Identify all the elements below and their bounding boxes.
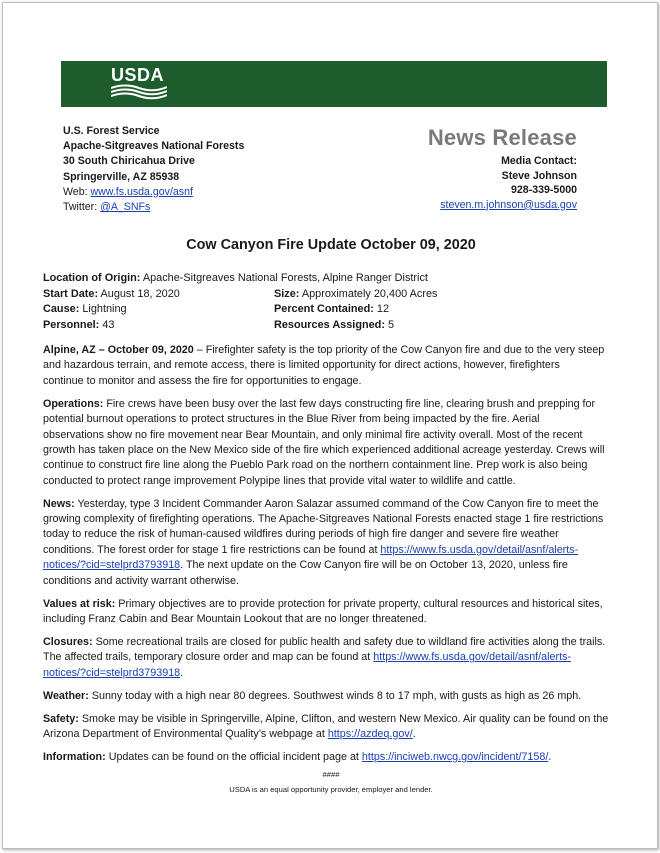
closure-order-link[interactable]: https://www.fs.usda.gov/detail/asnf/alerts- [373, 651, 572, 664]
web-link[interactable]: www.fs.usda.gov/asnf [90, 185, 193, 198]
web-line: Web: www.fs.usda.gov/asnf [63, 185, 193, 198]
contact-email-link[interactable]: steven.m.johnson@usda.gov [440, 198, 577, 211]
info-row-cause: Cause: Lightning Percent Contained: 12 [43, 303, 389, 315]
usda-logo [111, 66, 167, 102]
paragraph-news: News: Yesterday, type 3 Incident Commander Aaron Salazar assumed command of the Cow Canyon fire to meet the growing complexity of firefighting operations. The Apache-Sitgreaves National Forests enacted stage 1 fire restrictions today to reduce the risk of human-caused wildfires during periods of high fire danger and severe fire weather conditions. The forest order for stage 1 fire restrictions can be found at https://www.fs.usda.gov/detail/asnf/alerts- notices/?cid=stelprd3793918. The next update on the Cow Canyon fire will be on October 13, 2020, unless fire conditions and activity warrant otherwise. [43, 497, 604, 587]
paragraph-operations: Operations: Fire crews have been busy over the last few days constructing fire line, clearing brush and prepping for potential burnout operations to protect structures in the Blue River from being impacted by the fire. Aerial observations show no fire movement near Bear Mountain, and only minimal fire activity overall. Most of the recent growth has taken place on the New Mexico side of the fire which experienced additional acreage yesterday. Crews will continue to construct fire line along the Pueblo Park road on the northern containment line. Prep work is also being conducted to protect range improvement Polypipe lines that provide vital water to wildlife and cattle. [43, 397, 605, 487]
paragraph-weather: Weather: Sunny today with a high near 80 degrees. Southwest winds 8 to 17 mph, with gusts as high as 26 mph. [43, 689, 582, 702]
contact-phone: 928-339-5000 [511, 184, 577, 197]
inciweb-link[interactable]: https://inciweb.nwcg.gov/incident/7158/ [361, 750, 549, 763]
media-contact-block [440, 154, 577, 212]
twitter-link[interactable]: @A_SNFs [100, 201, 151, 214]
twitter-line: Twitter: @A_SNFs [63, 201, 151, 214]
usda-logo-text: USDA [111, 65, 165, 85]
fire-restrictions-link-cont[interactable]: notices/?cid=stelprd3793918 [43, 559, 181, 572]
page-title: Cow Canyon Fire Update October 09, 2020 [186, 237, 476, 253]
city-state-zip: Springerville, AZ 85938 [63, 170, 180, 183]
org-name: U.S. Forest Service [63, 125, 160, 137]
paragraph-values-at-risk: Values at risk: Primary objectives are to provide protection for private property, cultural resources and historical sites, including Franz Cabin and Bear Mountain Lookout that are no longer threatened. [43, 597, 603, 625]
street-address: 30 South Chiricahua Drive [63, 155, 195, 168]
info-row-origin: Location of Origin: Apache-Sitgreaves National Forests, Alpine Ranger District [43, 272, 428, 284]
info-row-dates: Start Date: August 18, 2020 Size: Approximately 20,400 Acres [43, 287, 438, 300]
fire-info-block [43, 271, 623, 333]
paragraph-closures: Closures: Some recreational trails are closed for public health and safety due to wildland fire activities along the trails. The affected trails, temporary closure order and map can be found at https://www.fs.usda.gov/detail/asnf/alerts- notices/?cid=stelprd3793918. [43, 635, 606, 679]
press-release-page [2, 2, 658, 849]
azdeq-link[interactable]: https://azdeq.gov/ [327, 727, 413, 740]
info-row-personnel: Personnel: 43 Resources Assigned: 5 [43, 318, 395, 331]
contact-label: Media Contact: [501, 155, 577, 167]
forest-name: Apache-Sitgreaves National Forests [63, 140, 245, 153]
usda-hills-icon [111, 84, 167, 100]
paragraph-information: Information: Updates can be found on the official incident page at https://inciweb.nwcg.gov/incident/7158/. [43, 750, 552, 763]
paragraph-safety: Safety: Smoke may be visible in Springerville, Alpine, Clifton, and western New Mexico. Air quality can be found on the Arizona Department of Environmental Quality’s webpage at https://azdeq.gov/. [43, 712, 609, 740]
usda-banner [61, 61, 607, 107]
org-address-block [63, 124, 244, 215]
eeo-statement: USDA is an equal opportunity provider, employer and lender. [229, 785, 433, 794]
paragraph-intro: Alpine, AZ – October 09, 2020 – Firefighter safety is the top priority of the Cow Canyon fire and due to the very steep and hazardous terrain, and remote access, there is limited opportunity for direct actions, however, firefighters continue to monitor and assess the fire for opportunities to engage. [43, 344, 605, 387]
news-release-heading: News Release [427, 125, 577, 150]
contact-name: Steve Johnson [501, 169, 577, 182]
end-marker: #### [322, 770, 340, 779]
fire-restrictions-link[interactable]: https://www.fs.usda.gov/detail/asnf/alerts- [380, 543, 579, 556]
release-body [43, 343, 617, 773]
closure-order-link-cont[interactable]: notices/?cid=stelprd3793918 [43, 666, 181, 679]
